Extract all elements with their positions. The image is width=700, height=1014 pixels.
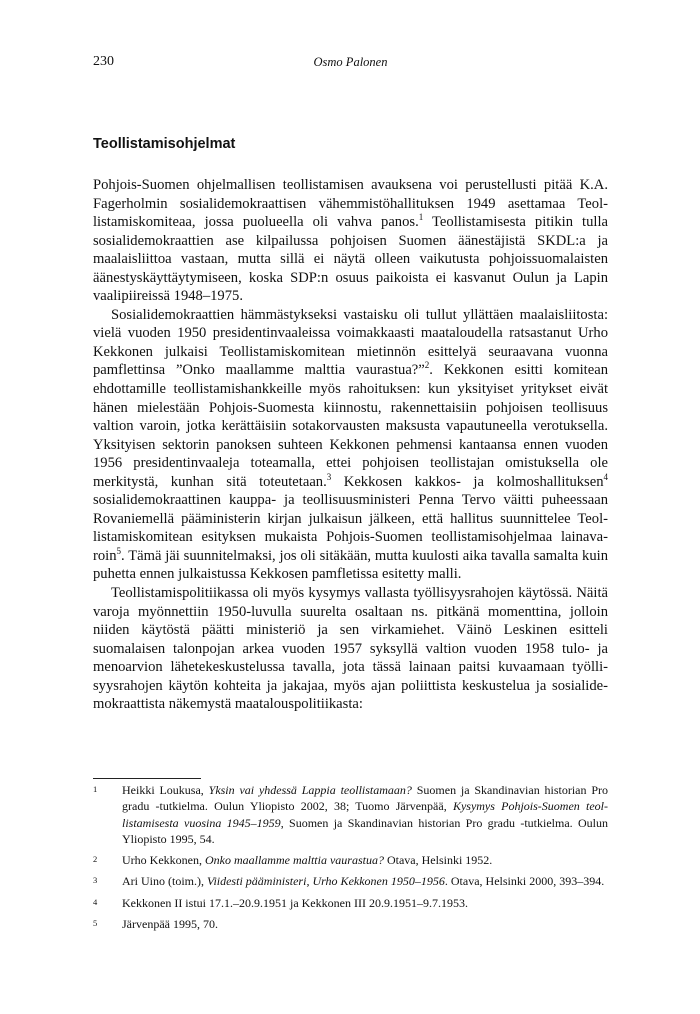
paragraph-text: Pohjois-Suomen ohjelmallisen teollistamisen avauksena voi perustellusti pitää K.A. Fagerholmin sosialidemokraattisen vähemmistöhallituksen 1949 asettamaa Teollistamiskomiteaa, jossa puolueella oli vahva panos. — [93, 177, 608, 231]
footnote-text: Otava, Helsinki 1952. — [383, 853, 493, 868]
running-head-author: Osmo Palonen — [313, 55, 388, 69]
footnote-text: Urho Kekkonen, — [122, 853, 205, 868]
footnote-number: 1 — [93, 784, 98, 794]
paragraph-text: sosialidemokraattinen kauppa- ja teollisuusministeri Penna Tervo väitti puheessaan Rovaniemellä pääministerin kirjan julkaisun jälkeen, että hallitus suunnittelee Teollistamiskomitean esityksen mukaista Pohjois-Suomen teollistamisohjelmaa lainavaroin — [93, 492, 608, 564]
paragraph-text: . Tämä jäi suunnitelmaksi, jos oli sitäkään, mutta kuulosti aika tavalla samalta kuin puhetta ennen julkaistussa Kekkosen pamfletissa esitetty malli. — [93, 547, 608, 583]
footnote-ref: 5 — [116, 546, 122, 557]
footnote-number: 4 — [93, 896, 98, 907]
footnote-title: Onko maallamme malttia vaurastua? — [204, 853, 384, 868]
footnote-3 — [93, 873, 608, 889]
paragraph-2 — [93, 306, 608, 584]
paragraph-text: Teollistamispolitiikassa oli myös kysymys vallasta työllisyysrahojen käytössä. Näitä varoja myönnettiin 1950-luvulla suurelta osaltaan ns. pitkänä momenttina, jolloin niiden käytöstä päätti ministeriö ja sen virkamiehet. Väinö Leskinen esitteli suomalaisen talonpojan arkea vuoden 1957 syksyllä valtion vuoden 1958 tulo- ja menoarvion lähetekeskustelussa tavalla, jota tässä lainaan paitsi kuvaamaan työllisyysrahojen käytön kohteita ja jakajaa, myös ajan poliittista keskustelua ja sosialidemokraattista näkemystä maatalouspolitiikasta: — [93, 585, 608, 713]
footnote-title: Yksin vai yhdessä Lappia teollistamaan? — [208, 783, 412, 797]
page-number: 230 — [93, 54, 114, 69]
footnote-text: Suomen ja Skandinavian historian Pro gradu -tutkielma. Oulun Yliopisto 2002, 38; Tuomo Järvenpää, — [122, 783, 608, 814]
footnote-title: Kysymys Pohjois-Suomen teollistamisesta vuosina 1945–1959 — [122, 799, 609, 830]
footnote-text: , Suomen ja Skandinavian historian Pro gradu -tutkielma. Oulun Yliopisto 1995, 54. — [122, 815, 608, 846]
footnote-text: Järvenpää 1995, 70. — [122, 917, 218, 932]
paragraph-text: . Kekkonen esitti komitean ehdottamille teollistamishankkeille myös rahoituksen: kun yksityiset yritykset eivät hänen mielestään Pohjois-Suomesta kiinnostu, rakennettaisiin pohjoisen teollisuus valtion varoin, jotka kerättäisiin sotakorvausten maksusta vapautuneella verotuksella. Yksityisen sektorin panoksen suhteen Kekkonen pehmensi kantaansa ennen vuoden 1956 presidentinvaaleja toteamalla, ettei pohjoisen teollistajan omistuksella ole merkitystä, kunhan sitä toteutetaan. — [93, 362, 608, 490]
footnote-text: Kekkonen II istui 17.1.–20.9.1951 ja Kekkonen III 20.9.1951–9.7.1953. — [122, 895, 468, 910]
footnote-ref: 1 — [418, 212, 424, 223]
footnote-5 — [93, 916, 608, 932]
footnote-ref: 4 — [603, 471, 608, 482]
running-head — [93, 54, 608, 74]
paragraph-text: Sosialidemokraattien hämmästykseksi vastaisku oli tullut yllättäen maalaisliitosta: vielä vuoden 1950 presidentinvaaleissa voimakkaasti maataloudella ratsastanut Urho Kekkonen julkaisi Teollistamiskomitean mietinnön esittelyä seuraavana vuonna pamflettinsa ”Onko maallamme malttia vaurastua?” — [93, 306, 608, 379]
paragraph-1 — [93, 176, 608, 306]
footnote-rule — [93, 778, 201, 779]
footnote-1 — [93, 782, 608, 847]
footnotes — [93, 782, 608, 932]
footnote-ref: 2 — [424, 360, 430, 371]
footnote-ref: 3 — [326, 471, 332, 482]
footnote-text: Ari Uino (toim.), — [122, 874, 207, 889]
footnote-number: 3 — [93, 875, 98, 886]
footnote-text: . Otava, Helsinki 2000, 393–394. — [444, 874, 605, 889]
section-heading: Teollistamisohjelmat — [93, 136, 236, 152]
footnote-number: 5 — [93, 918, 98, 929]
footnote-text: Heikki Loukusa, — [122, 783, 209, 797]
footnote-2 — [93, 852, 608, 868]
footnote-title: Viidesti pääministeri, Urho Kekkonen 1950–1956 — [207, 874, 445, 889]
footnote-number: 2 — [93, 854, 98, 865]
footnote-4 — [93, 895, 608, 911]
paragraph-3 — [93, 584, 608, 714]
paragraph-text: Kekkosen kakkos- ja kolmoshallituksen — [331, 473, 604, 490]
body-text — [93, 176, 608, 714]
paragraph-text: Teollistamisesta pitikin tulla sosialidemokraattien ase kilpailussa pohjoisen Suomen äänestäjistä SKDL:a ja maalaisliittoa vastaan, mutta sillä ei näytä olleen vaikutusta pohjoissuomalaisten äänestyskäyttäytymiseen, koska SDP:n osuus paikoista ei kasvanut Oulun ja Lapin vaalipiireissä 1948–1975. — [93, 214, 608, 305]
